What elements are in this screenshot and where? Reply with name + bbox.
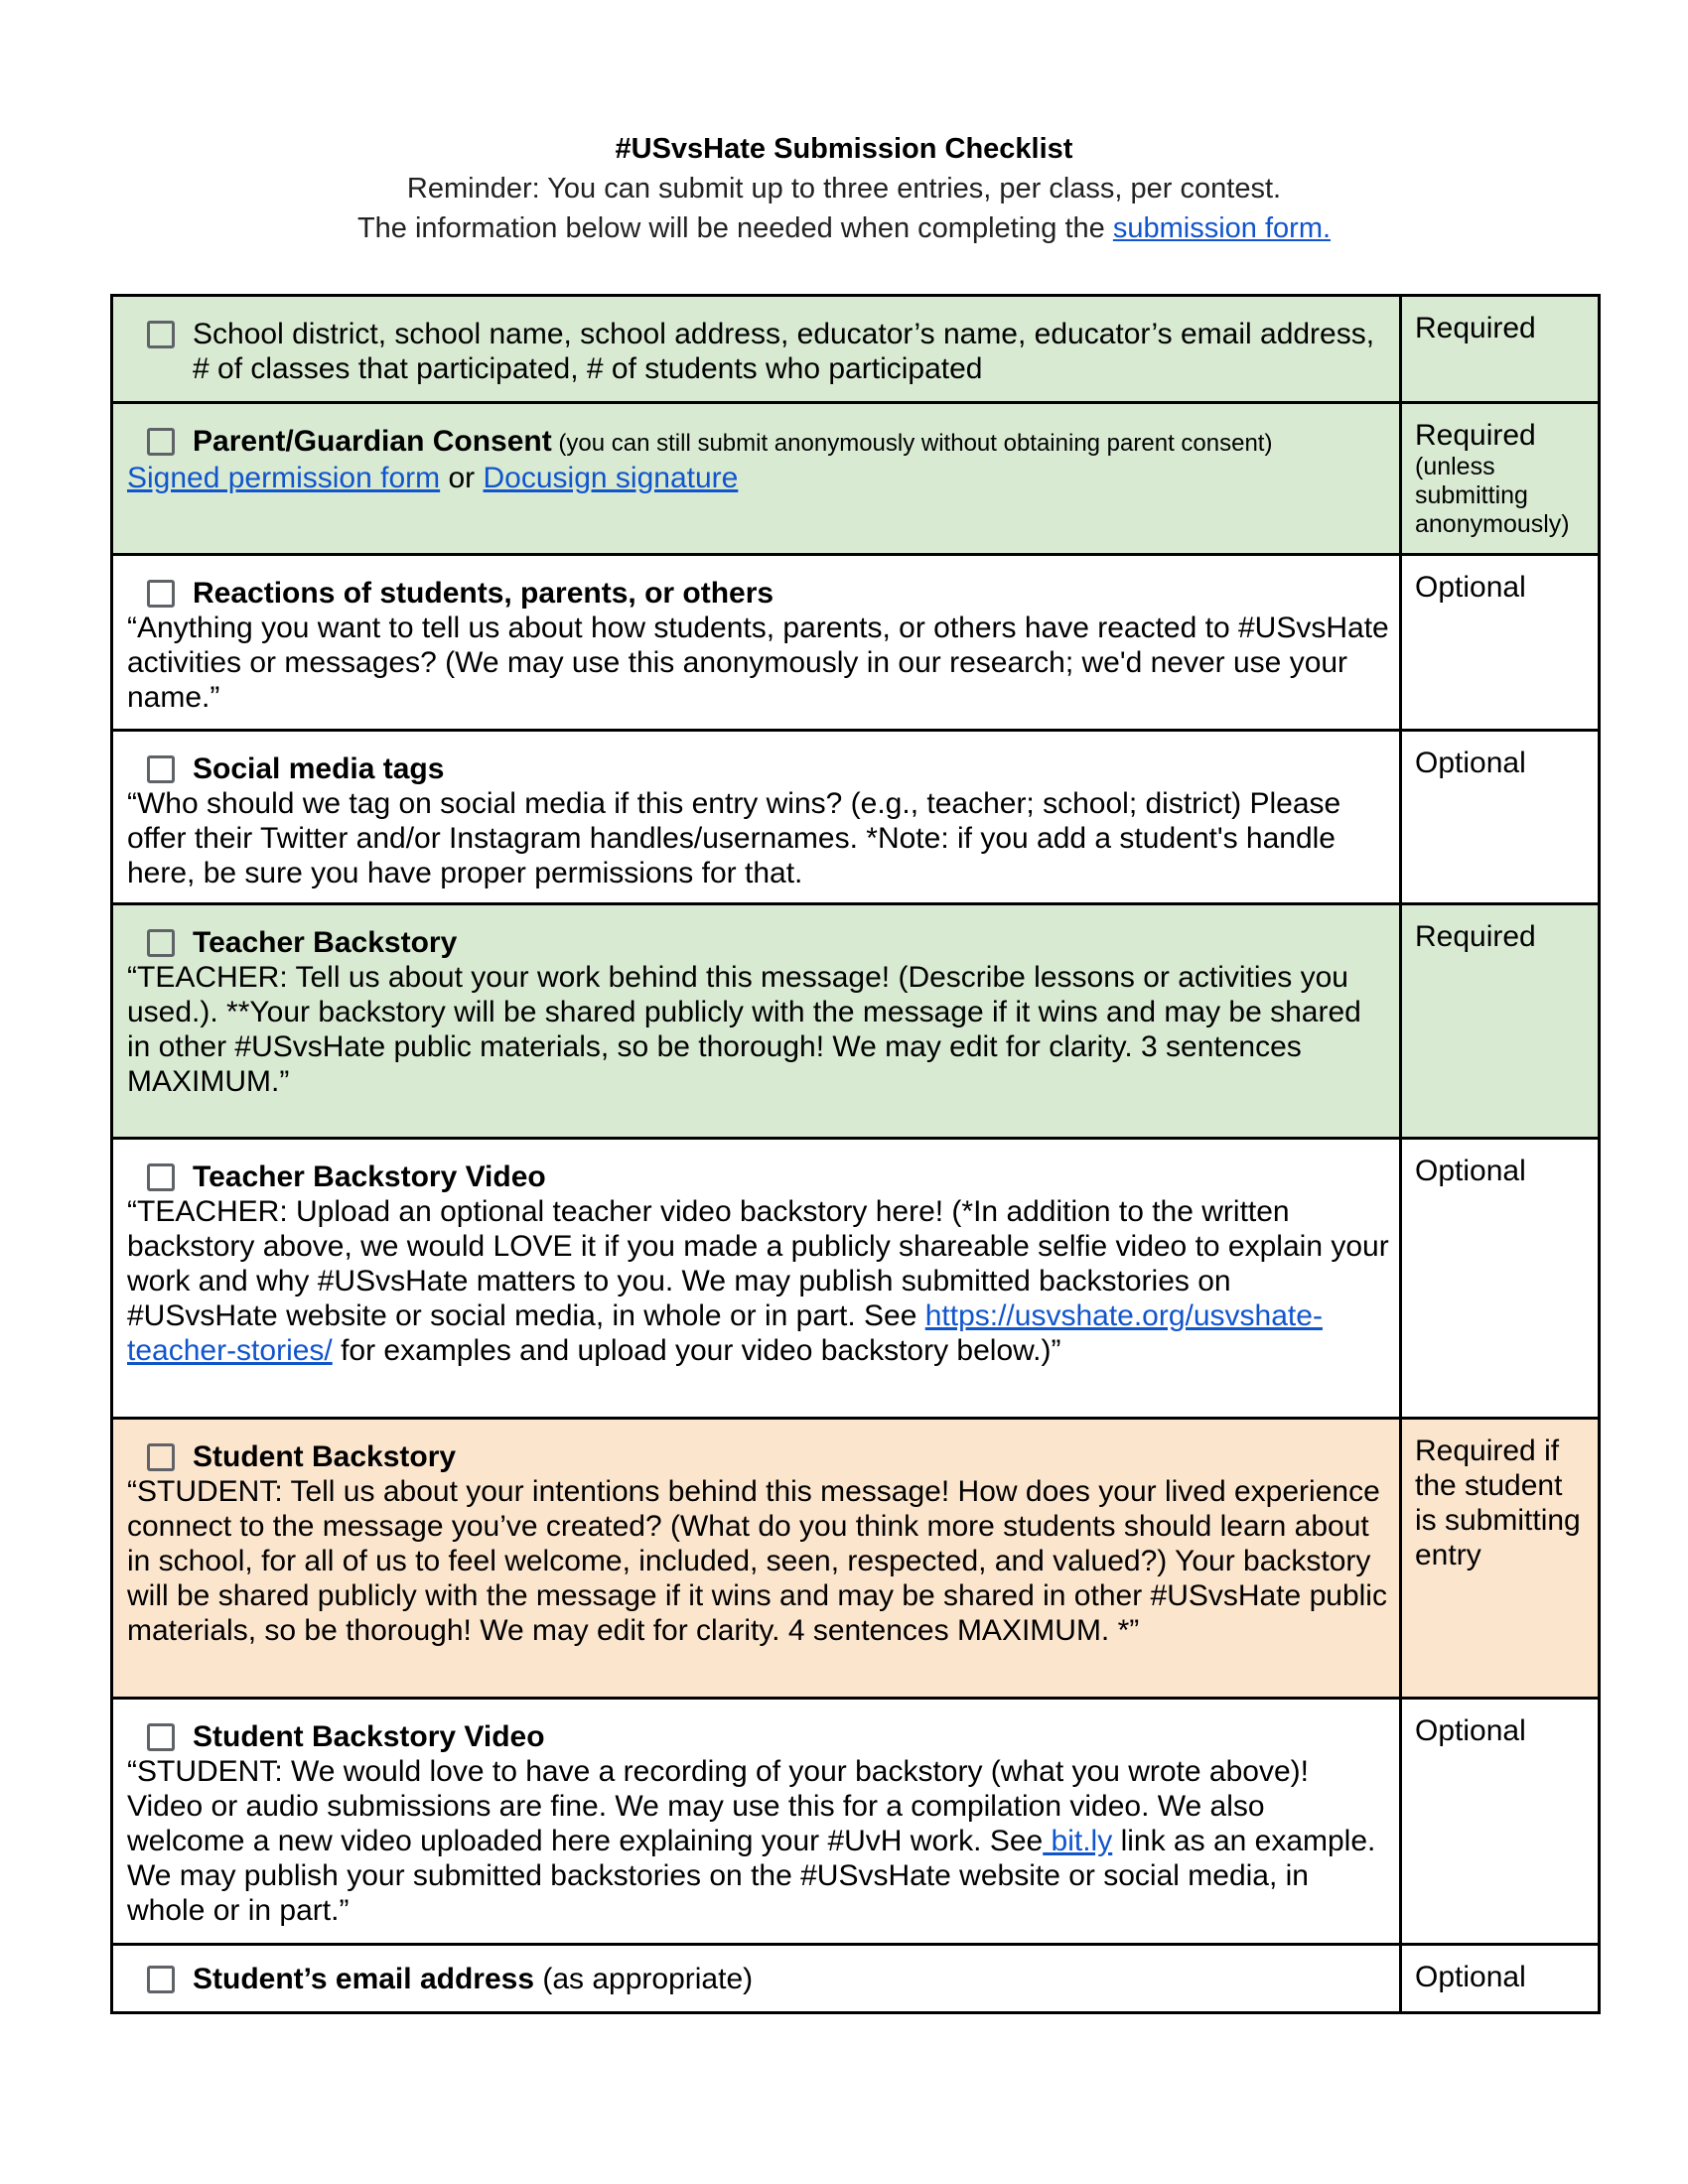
status-cell (1401, 296, 1600, 403)
description-text: for examples and upload your video backstory below.)” (332, 1334, 1061, 1367)
docusign-signature-link[interactable]: Docusign signature (483, 462, 739, 494)
item-title: School district, school name, school address, educator’s name, educator’s email address, # of classes that participated, # of students who participated (193, 318, 1375, 385)
teacher-stories-link[interactable]: https://usvshate.org/usvshate-teacher-stories/ (127, 1299, 1323, 1367)
item-title: Student’s email address (193, 1963, 535, 1995)
table-row-social-media-tags (112, 731, 1600, 904)
item-links (127, 461, 1389, 495)
checkbox-icon[interactable] (147, 580, 175, 608)
status-label: Required (1415, 419, 1536, 452)
table-row-student-email (112, 1945, 1600, 2013)
table-row-teacher-backstory (112, 904, 1600, 1139)
checkbox-icon[interactable] (147, 755, 175, 783)
item-description: “Anything you want to tell us about how students, parents, or others have reacted to #USvsHate activities or messages? (We may use this anonymously in our research; we'd never use your name.” (127, 612, 1389, 714)
item-title: Teacher Backstory (193, 926, 458, 959)
item-title-note: (you can still submit anonymously without obtaining parent consent) (551, 430, 1273, 457)
checkbox-icon[interactable] (147, 1443, 175, 1471)
status-cell (1401, 403, 1600, 555)
item-cell (112, 904, 1401, 1139)
item-title: Student Backstory (193, 1440, 457, 1473)
link-separator: or (440, 462, 484, 494)
status-label: Optional (1415, 571, 1526, 604)
checkbox-icon[interactable] (147, 428, 175, 456)
description-text: “STUDENT: We would love to have a recording of your backstory (what you wrote above)! Video or audio submissions are fine. We may use this for a compilation video. We also welcome a new video uploaded here explaining your #UvH work. See (127, 1755, 1309, 1857)
checkbox-icon[interactable] (147, 1723, 175, 1751)
bitly-link[interactable]: bit.ly (1043, 1825, 1113, 1857)
item-cell (112, 1419, 1401, 1699)
table-row-school-info (112, 296, 1600, 403)
checkbox-icon[interactable] (147, 929, 175, 957)
table-row-student-backstory-video (112, 1699, 1600, 1945)
checkbox-icon[interactable] (147, 1163, 175, 1191)
item-cell (112, 731, 1401, 904)
submission-form-link[interactable]: submission form. (1112, 212, 1332, 244)
status-note: (unless submitting anonymously) (1415, 453, 1570, 538)
table-row-teacher-backstory-video (112, 1139, 1600, 1419)
item-description (127, 1754, 1389, 1928)
item-cell (112, 403, 1401, 555)
item-cell (112, 555, 1401, 731)
status-cell (1401, 1419, 1600, 1699)
reminder-text: Reminder: You can submit up to three entries, per class, per contest. (406, 173, 1282, 205)
item-description: “TEACHER: Tell us about your work behind this message! (Describe lessons or activities you used.). **Your backstory will be shared publicly with the message if it wins and may be shared in other #USvsHate public materials, so be thorough! We may edit for clarity. 3 sentences MAXIMUM.” (127, 961, 1361, 1098)
item-description: “STUDENT: Tell us about your intentions behind this message! How does your lived experience connect to the message you’ve created? (What do you think more students should learn about in school, for all of us to feel welcome, included, seen, respected, and valued?) Your backstory will be shared publicly with the message if it wins and may be shared in other #USvsHate public materials, so be thorough! We may edit for clarity. 4 sentences MAXIMUM. *” (127, 1475, 1387, 1647)
item-cell (112, 1699, 1401, 1945)
info-line (0, 208, 1688, 248)
status-label: Optional (1415, 747, 1526, 779)
item-description (127, 1194, 1389, 1368)
item-title: Reactions of students, parents, or others (193, 577, 774, 610)
item-title-note: (as appropriate) (534, 1963, 754, 1995)
item-description: “Who should we tag on social media if this entry wins? (e.g., teacher; school; district) Please offer their Twitter and/or Instagram handles/usernames. *Note: if you add a student's handle here, be sure you have proper permissions for that. (127, 787, 1341, 889)
table-row-student-backstory (112, 1419, 1600, 1699)
item-cell (112, 1945, 1401, 2013)
checkbox-icon[interactable] (147, 1966, 175, 1993)
table-row-parent-consent (112, 403, 1600, 555)
item-title: Student Backstory Video (193, 1720, 545, 1753)
description-text: “TEACHER: Upload an optional teacher video backstory here! (*In addition to the written backstory above, we would LOVE it if you made a publicly shareable selfie video to explain your work and why #USvsHate matters to you. We may publish submitted backstories on #USvsHate website or social media, in whole or in part. See (127, 1195, 1389, 1332)
status-label: Optional (1415, 1155, 1526, 1187)
item-title: Teacher Backstory Video (193, 1160, 546, 1193)
item-cell (112, 1139, 1401, 1419)
status-label: Required (1415, 920, 1536, 953)
status-cell (1401, 1139, 1600, 1419)
document-header (0, 129, 1688, 248)
item-title: Social media tags (193, 752, 445, 785)
item-cell (112, 296, 1401, 403)
status-label: Optional (1415, 1961, 1526, 1993)
info-text: The information below will be needed when completing the (356, 212, 1113, 244)
signed-permission-form-link[interactable]: Signed permission form (127, 462, 441, 494)
status-label: Optional (1415, 1714, 1526, 1747)
description-text: link as an example. We may publish your submitted backstories on the #USvsHate website or social media, in whole or in part.” (127, 1825, 1376, 1927)
status-label: Required if the student is submitting entry (1415, 1434, 1581, 1571)
status-cell (1401, 1699, 1600, 1945)
status-cell (1401, 731, 1600, 904)
status-cell (1401, 555, 1600, 731)
checkbox-icon[interactable] (147, 321, 175, 348)
table-row-reactions (112, 555, 1600, 731)
status-label: Required (1415, 312, 1536, 344)
submission-checklist-table (110, 294, 1601, 2014)
page-title: #USvsHate Submission Checklist (615, 133, 1073, 165)
status-cell (1401, 1945, 1600, 2013)
status-cell (1401, 904, 1600, 1139)
item-title: Parent/Guardian Consent (193, 425, 552, 458)
